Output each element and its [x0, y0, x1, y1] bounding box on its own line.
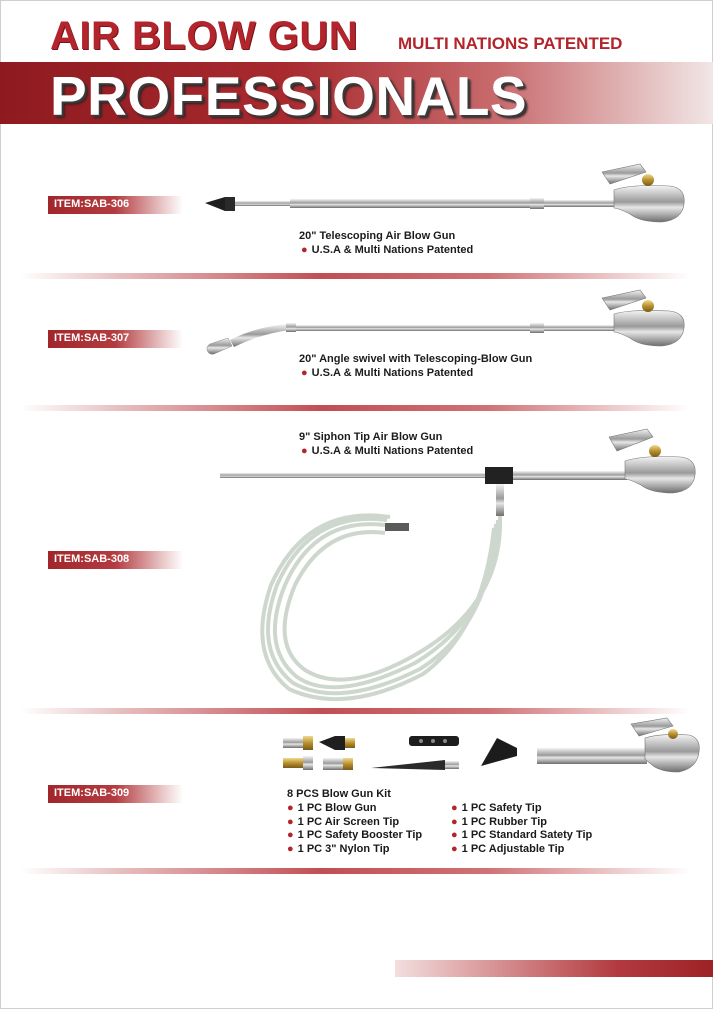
telescoping-blow-gun-image — [200, 160, 690, 235]
kit-column-right — [451, 802, 592, 856]
list-item: ● 1 PC 3" Nylon Tip — [287, 842, 390, 855]
item-tag-sab-307: ITEM:SAB-307 — [48, 330, 183, 348]
bullet-icon: ● — [451, 829, 458, 841]
section-divider — [20, 405, 690, 411]
item-note-text: U.S.A & Multi Nations Patented — [311, 244, 474, 256]
bullet-icon: ● — [287, 815, 294, 828]
bullet-icon: ● — [451, 802, 458, 814]
footer-bar — [395, 960, 713, 977]
item-note — [299, 366, 532, 380]
kit-title: 8 PCS Blow Gun Kit — [287, 788, 391, 800]
section-divider — [20, 273, 690, 279]
bullet-icon: ● — [301, 445, 308, 457]
bullet-icon: ● — [301, 244, 308, 256]
list-item: ● 1 PC Safety Booster Tip — [287, 829, 423, 841]
bullet-icon: ● — [287, 829, 294, 841]
bullet-icon: ● — [451, 815, 458, 828]
item-name: 20" Telescoping Air Blow Gun — [299, 230, 456, 242]
page-title: AIR BLOW GUN — [50, 14, 359, 58]
item-note-text: U.S.A & Multi Nations Patented — [311, 445, 474, 457]
item-name: 9" Siphon Tip Air Blow Gun — [299, 431, 443, 443]
item-caption-sab-306 — [299, 229, 473, 257]
list-item: ● 1 PC Safety Tip — [451, 802, 542, 814]
banner-title: PROFESSIONALS — [50, 65, 528, 127]
blow-gun-kit-image — [275, 720, 695, 782]
section-divider — [20, 708, 690, 714]
kit-column-left — [287, 802, 422, 856]
item-tag-sab-309: ITEM:SAB-309 — [48, 785, 183, 803]
siphon-blow-gun-image — [215, 425, 695, 705]
item-name: 20" Angle swivel with Telescoping-Blow Gun — [299, 353, 533, 365]
list-item: ● 1 PC Blow Gun — [287, 802, 377, 814]
item-note-text: U.S.A & Multi Nations Patented — [311, 367, 474, 379]
section-divider — [20, 868, 690, 874]
page-subtitle: MULTI NATIONS PATENTED — [398, 34, 623, 53]
item-tag-sab-308: ITEM:SAB-308 — [48, 551, 183, 569]
list-item: ● 1 PC Standard Satety Tip — [451, 829, 593, 841]
kit-list — [287, 788, 687, 858]
item-caption-sab-307 — [299, 352, 532, 380]
bullet-icon: ● — [451, 842, 458, 855]
list-item: ● 1 PC Air Screen Tip — [287, 815, 400, 828]
bullet-icon: ● — [287, 842, 294, 855]
list-item: ● 1 PC Rubber Tip — [451, 815, 548, 828]
item-tag-sab-306: ITEM:SAB-306 — [48, 196, 183, 214]
bullet-icon: ● — [287, 802, 294, 814]
bullet-icon: ● — [301, 367, 308, 379]
list-item: ● 1 PC Adjustable Tip — [451, 842, 565, 855]
item-note — [299, 243, 473, 257]
